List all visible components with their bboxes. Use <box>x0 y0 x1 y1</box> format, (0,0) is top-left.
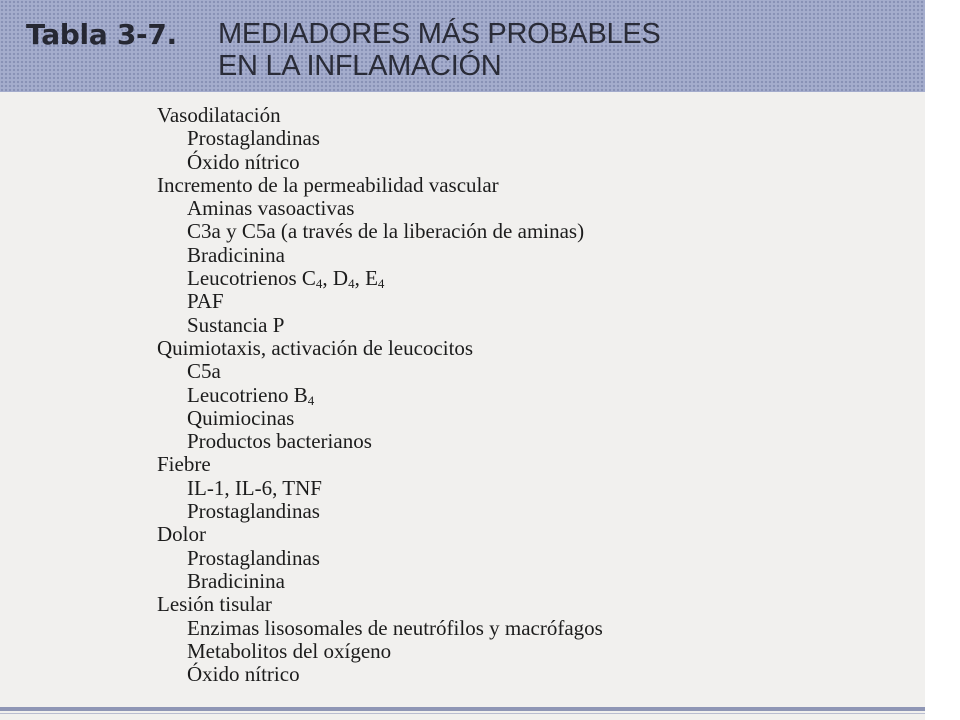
list-item: C5a <box>187 359 221 384</box>
list-item: Leucotrieno $B_4$ <box>187 382 315 408</box>
list-item: Productos bacterianos <box>187 429 372 454</box>
table-title-line-2: EN LA INFLAMACIÓN <box>218 50 502 82</box>
category-heading: Lesión tisular <box>157 592 272 617</box>
page-margin-right <box>925 0 960 720</box>
category-heading: Dolor <box>157 522 206 547</box>
list-item: Óxido nítrico <box>187 149 300 174</box>
bottom-rule <box>0 707 925 711</box>
table-header-band <box>0 0 925 92</box>
table-number-label: Tabla 3-7. <box>26 18 177 51</box>
category-heading: Fiebre <box>157 452 211 477</box>
list-item: Leucotrienos $C_4$, $D_4$, $E_4$ <box>187 266 385 292</box>
list-item: Aminas vasoactivas <box>187 196 355 221</box>
category-heading: Vasodilatación <box>157 103 281 127</box>
bottom-rule-thin <box>0 713 925 714</box>
list-item: IL-1, IL-6, TNF <box>187 475 322 500</box>
list-item: Bradicinina <box>187 242 285 267</box>
list-item: Quimiocinas <box>187 405 295 430</box>
list-item: Prostaglandinas <box>187 499 320 524</box>
list-item: Prostaglandinas <box>187 126 320 151</box>
list-item: Prostaglandinas <box>187 545 320 570</box>
list-item: Sustancia P <box>187 312 285 337</box>
list-item: Metabolitos del oxígeno <box>187 638 392 663</box>
list-item: Bradicinina <box>187 568 285 593</box>
list-item: PAF <box>187 289 224 314</box>
category-heading: Incremento de la permeabilidad vascular <box>157 172 499 197</box>
list-item: Enzimas lisosomales de neutrófilos y macrófagos <box>187 615 603 640</box>
table-title-line-1: MEDIADORES MÁS PROBABLES <box>218 18 661 50</box>
list-item: Óxido nítrico <box>187 662 300 687</box>
list-item: C3a y C5a (a través de la liberación de aminas) <box>187 219 585 244</box>
category-heading: Quimiotaxis, activación de leucocitos <box>157 335 474 360</box>
table-title <box>218 18 660 82</box>
mediator-list <box>157 104 857 686</box>
